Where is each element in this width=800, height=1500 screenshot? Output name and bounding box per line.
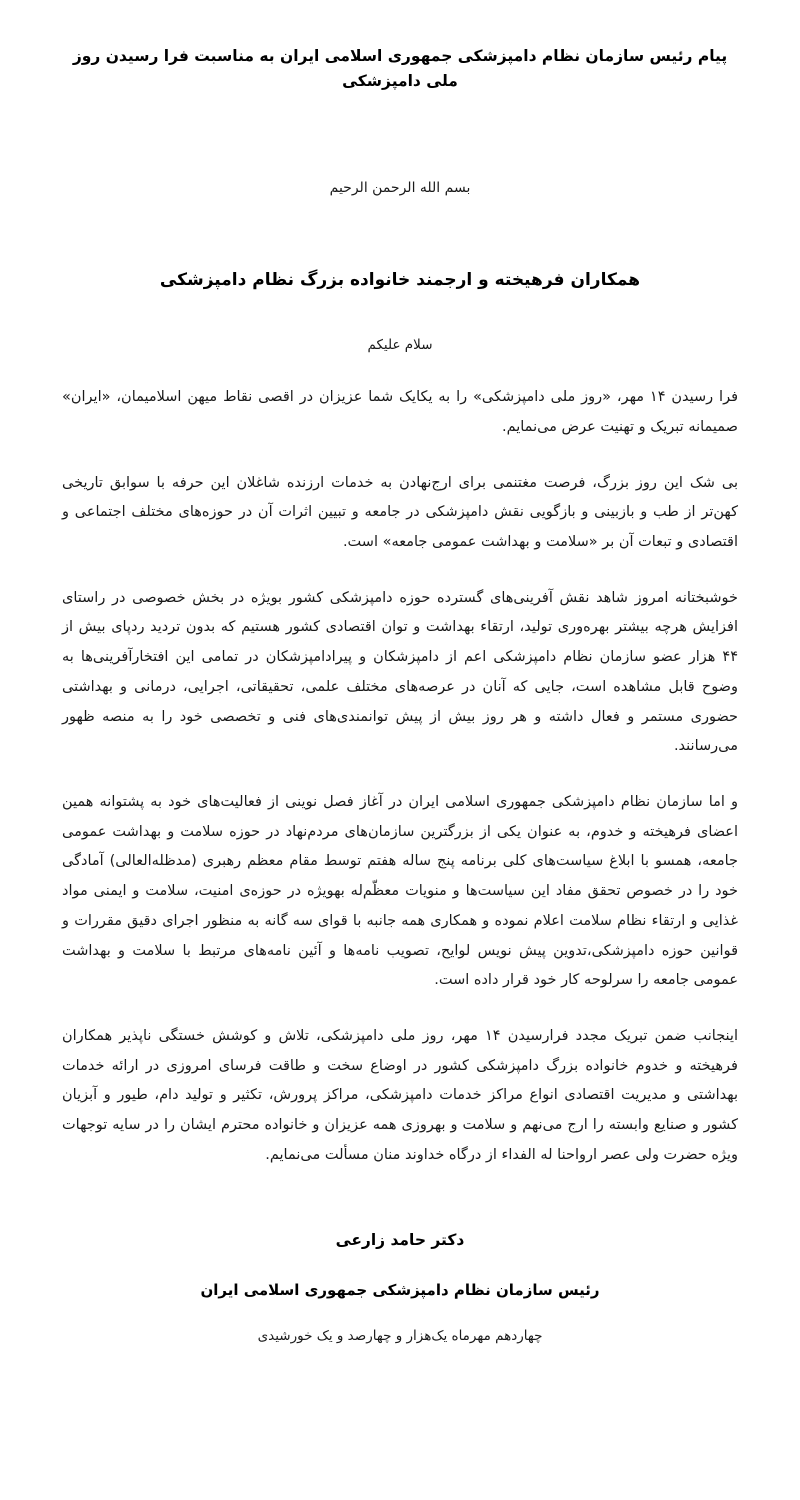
- page-title: پیام رئیس سازمان نظام دامپزشکی جمهوری اسلامی ایران به مناسبت فرا رسیدن روز ملی دامپزشکی: [72, 47, 728, 90]
- paragraph: اینجانب ضمن تبریک مجدد فرارسیدن ۱۴ مهر، روز ملی دامپزشکی، تلاش و کوشش خستگی ناپذیر همکاران فرهیخته و خدوم خانواده بزرگ دامپزشکی کشور در اوضاع سخت و طاقت فرسای امروزی در ارائه خدمات بهداشتی و مدیریت اقتصادی انواع مراکز خدمات دامپزشکی، مراکز پرورش، تکثیر و تولید دام، طیور و آبزیان کشور و صنایع وابسته را ارج می‌نهم و سلامت و بهروزی همه عزیزان و خانواده محترم ایشان را در سایه توجهات ویژه حضرت ولی عصر ارواحنا له الفداء از درگاه خداوند منان مسألت می‌نمایم.: [62, 1028, 738, 1163]
- signature-date: چهاردهم مهرماه یک‌هزار و چهارصد و یک خورشیدی: [257, 1327, 543, 1344]
- paragraph: و اما سازمان نظام دامپزشکی جمهوری اسلامی ایران در آغاز فصل نوینی از فعالیت‌های خود به پشتوانه همین اعضای فرهیخته و خدوم، به عنوان یکی از بزرگترین سازمان‌های مردم‌نهاد در حوزه سلامت و بهداشت عمومی جامعه، همسو با ابلاغ سیاست‌های کلی برنامه پنج ساله هفتم توسط مقام معظم رهبری (مدظله‌العالی) آمادگی خود را در خصوص تحقق مفاد این سیاست‌ها و منویات معظّم‌له بهویژه در حوزه‌ی امنیت، سلامت و ایمنی مواد غذایی و ارتقاء نظام سلامت اعلام نموده و همکاری همه جانبه با قوای سه گانه به منظور اجرای دقیق مقررات و قوانین حوزه دامپزشکی،تدوین پیش نویس لوایح، تصویب نامه‌ها و آئین نامه‌های مرتبط با سلامت و بهداشت عمومی جامعه را سرلوحه کار خود قرار داده است.: [62, 794, 738, 989]
- signature-block: [62, 1229, 738, 1348]
- signature-role: رئیس سازمان نظام دامپزشکی جمهوری اسلامی ایران: [200, 1280, 600, 1299]
- salutation-heading: همکاران فرهیخته و ارجمند خانواده بزرگ نظام دامپزشکی: [159, 269, 641, 290]
- signature-name: دکتر حامد زارعی: [335, 1230, 465, 1249]
- body-text: [62, 383, 738, 1171]
- paragraph: بی شک این روز بزرگ، فرصت مغتنمی برای ارج‌نهادن به خدمات ارزنده شاغلان این حرفه با سوابق تاریخی کهن‌تر از طب و بازبینی و بازگویی نقش دامپزشکی در جامعه و تبیین اثرات آن در حوزه‌های مختلف اجتماعی و اقتصادی و تبعات آن بر «سلامت و بهداشت عمومی جامعه» است.: [62, 474, 738, 550]
- basmala-line: بسم الله الرحمن الرحیم: [329, 179, 471, 196]
- paragraph: خوشبختانه امروز شاهد نقش آفرینی‌های گسترده حوزه دامپزشکی کشور بویژه در بخش خصوصی در راستای افزایش هرچه بیشتر بهره‌وری تولید، ارتقاء بهداشت و توان اقتصادی کشور هستیم که بدون تردید ردپای بیش از ۴۴ هزار عضو سازمان نظام دامپزشکی اعم از دامپزشکان و پیرادامپزشکان در تمامی این افتخارآفرینی‌ها به وضوح قابل مشاهده است، جایی که آنان در عرصه‌های مختلف علمی، تحقیقاتی، اجرایی، درمانی و بهداشتی حضوری مستمر و فعال داشته و هر روز بیش از پیش توانمندی‌های فنی و تخصصی خود را به منصه ظهور می‌رسانند.: [62, 589, 738, 755]
- greeting-line: سلام علیکم: [367, 337, 433, 354]
- paragraph: فرا رسیدن ۱۴ مهر، «روز ملی دامپزشکی» را به یکایک شما عزیزان در اقصی نقاط میهن اسلامیمان، «ایران» صمیمانه تبریک و تهنیت عرض می‌نمایم.: [62, 389, 739, 435]
